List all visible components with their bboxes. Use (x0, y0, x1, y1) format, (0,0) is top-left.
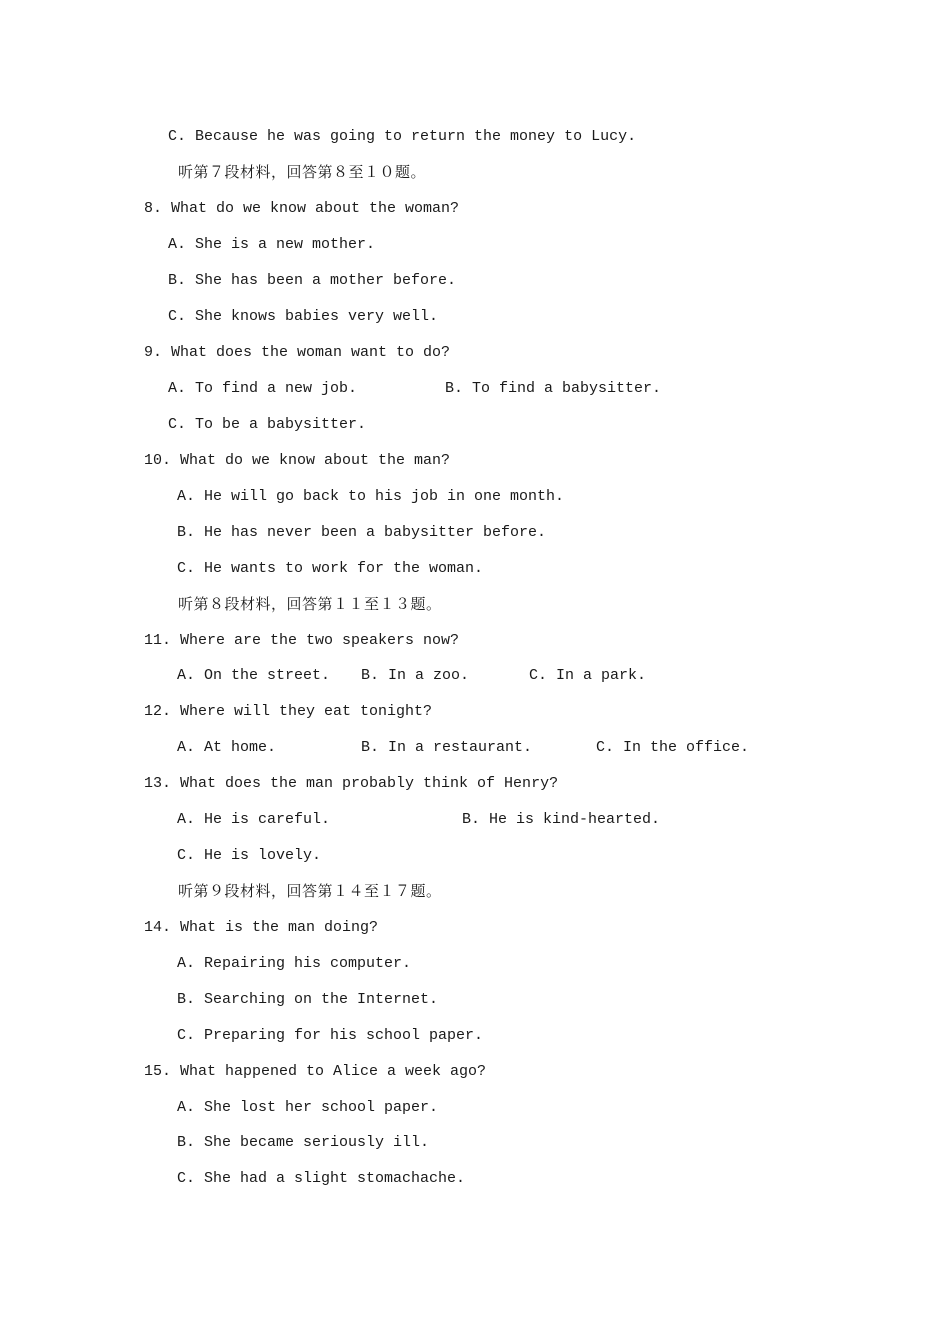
question-12-option-c: C. In the office. (596, 739, 750, 756)
question-9: 9. What does the woman want to do? (144, 344, 451, 361)
question-13: 13. What does the man probably think of Henry? (144, 775, 559, 792)
question-10: 10. What do we know about the man? (144, 452, 451, 469)
question-13-option-a: A. He is careful. (177, 811, 331, 828)
question-10-option-b: B. He has never been a babysitter before. (177, 524, 547, 541)
question-7-option-c: C. Because he was going to return the money to Lucy. (168, 128, 637, 145)
section-9-instruction: 听第９段材料，回答第１４至１７题。 (178, 882, 442, 900)
question-15-option-a: A. She lost her school paper. (177, 1099, 439, 1116)
question-11-option-a: A. On the street. (177, 667, 331, 684)
question-14: 14. What is the man doing? (144, 919, 379, 936)
question-15-option-c: C. She had a slight stomachache. (177, 1170, 466, 1187)
question-9-option-a: A. To find a new job. (168, 380, 358, 397)
question-12-option-b: B. In a restaurant. (361, 739, 533, 756)
question-11-option-c: C. In a park. (529, 667, 647, 684)
question-14-option-a: A. Repairing his computer. (177, 955, 412, 972)
question-8: 8. What do we know about the woman? (144, 200, 460, 217)
question-11: 11. Where are the two speakers now? (144, 632, 460, 649)
question-11-option-b: B. In a zoo. (361, 667, 470, 684)
question-8-option-c: C. She knows babies very well. (168, 308, 439, 325)
question-13-option-b: B. He is kind-hearted. (462, 811, 661, 828)
question-9-option-b: B. To find a babysitter. (445, 380, 662, 397)
question-12-option-a: A. At home. (177, 739, 277, 756)
question-14-option-b: B. Searching on the Internet. (177, 991, 439, 1008)
question-10-option-a: A. He will go back to his job in one month. (177, 488, 565, 505)
section-8-instruction: 听第８段材料，回答第１１至１３题。 (178, 595, 442, 613)
question-13-option-c: C. He is lovely. (177, 847, 322, 864)
question-12: 12. Where will they eat tonight? (144, 703, 433, 720)
section-7-instruction: 听第７段材料，回答第８至１０题。 (178, 163, 427, 181)
question-15: 15. What happened to Alice a week ago? (144, 1063, 487, 1080)
question-8-option-b: B. She has been a mother before. (168, 272, 457, 289)
question-9-option-c: C. To be a babysitter. (168, 416, 367, 433)
question-15-option-b: B. She became seriously ill. (177, 1134, 430, 1151)
question-8-option-a: A. She is a new mother. (168, 236, 376, 253)
question-10-option-c: C. He wants to work for the woman. (177, 560, 484, 577)
question-14-option-c: C. Preparing for his school paper. (177, 1027, 484, 1044)
